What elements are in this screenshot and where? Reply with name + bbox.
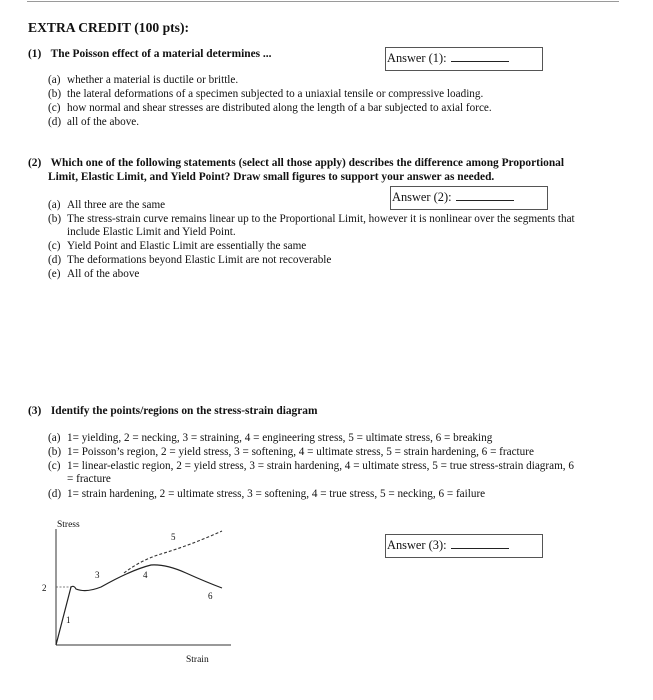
stress-strain-diagram — [36, 515, 236, 665]
option-text: the lateral deformations of a specimen subjected to a uniaxial tensile or compressive loading. — [67, 88, 484, 100]
option-text: All of the above — [67, 268, 140, 280]
option-label: (d) — [48, 116, 62, 128]
question-2-heading — [28, 157, 564, 169]
option-label: (d) — [48, 488, 62, 500]
point-label-4: 4 — [143, 570, 148, 580]
engineering-stress-curve — [56, 565, 222, 645]
option-text: 1= strain hardening, 2 = ultimate stress, 3 = softening, 4 = true stress, 5 = necking, 6 = failure — [67, 488, 486, 500]
y-axis-label: Stress — [57, 520, 80, 530]
option-2b-continued: include Elastic Limit and Yield Point. — [67, 226, 236, 238]
option-3a — [48, 432, 492, 444]
option-2e — [48, 268, 139, 280]
option-3c-continued: = fracture — [67, 473, 111, 485]
option-label: (e) — [48, 268, 61, 280]
answer-3-box[interactable] — [385, 534, 543, 558]
option-3d — [48, 488, 485, 500]
point-label-6: 6 — [208, 591, 213, 601]
point-label-2: 2 — [42, 583, 47, 593]
option-text: 1= Poisson’s region, 2 = yield stress, 3 = softening, 4 = ultimate stress, 5 = strain hardening, 6 = fracture — [67, 446, 534, 458]
question-text: Identify the points/regions on the stress-strain diagram — [50, 405, 318, 417]
option-text: 1= linear-elastic region, 2 = yield stress, 3 = strain hardening, 4 = ultimate stress, 5 = true stress-strain diagram, 6 — [67, 460, 574, 472]
option-label: (a) — [48, 74, 61, 86]
answer-label: Answer (3): — [387, 538, 447, 552]
question-3-heading — [28, 405, 318, 417]
question-1-heading — [28, 48, 271, 60]
option-3b — [48, 446, 534, 458]
option-2a — [48, 199, 165, 211]
option-label: (c) — [48, 102, 61, 114]
option-text: 1= yielding, 2 = necking, 3 = straining, 4 = engineering stress, 5 = ultimate stress, 6 = breaking — [67, 432, 493, 444]
option-text: Yield Point and Elastic Limit are essentially the same — [67, 240, 307, 252]
answer-blank[interactable] — [451, 52, 509, 62]
option-label: (c) — [48, 240, 61, 252]
question-number: (3) — [28, 405, 42, 417]
option-1b — [48, 88, 483, 100]
option-2d — [48, 254, 331, 266]
point-label-1: 1 — [66, 615, 71, 625]
option-text: All three are the same — [67, 199, 166, 211]
option-text: all of the above. — [67, 116, 140, 128]
question-text: The Poisson effect of a material determines ... — [50, 48, 272, 60]
answer-2-box[interactable] — [390, 186, 548, 210]
option-2c — [48, 240, 306, 252]
top-divider — [27, 1, 619, 2]
answer-blank[interactable] — [451, 539, 509, 549]
x-axis-label: Strain — [186, 655, 209, 665]
option-label: (b) — [48, 213, 62, 225]
option-label: (d) — [48, 254, 62, 266]
question-2-heading-line2: Limit, Elastic Limit, and Yield Point? Draw small figures to support your answer as needed. — [48, 171, 495, 183]
option-label: (b) — [48, 446, 62, 458]
option-label: (a) — [48, 199, 61, 211]
option-1c — [48, 102, 492, 114]
question-text-line1: Which one of the following statements (select all those apply) describes the difference among Proportional — [50, 157, 565, 169]
option-text: The stress-strain curve remains linear up to the Proportional Limit, however it is nonlinear over the segments that — [67, 213, 575, 225]
option-1a — [48, 74, 238, 86]
answer-label: Answer (1): — [387, 51, 447, 65]
option-text: how normal and shear stresses are distributed along the length of a bar subjected to axial force. — [67, 102, 492, 114]
option-label: (a) — [48, 432, 61, 444]
answer-1-box[interactable] — [385, 47, 543, 71]
question-number: (1) — [28, 48, 42, 60]
point-label-5: 5 — [171, 532, 176, 542]
option-label: (b) — [48, 88, 62, 100]
option-2b — [48, 213, 575, 225]
option-3c — [48, 460, 574, 472]
option-text: whether a material is ductile or brittle. — [67, 74, 239, 86]
answer-label: Answer (2): — [392, 190, 452, 204]
option-text: The deformations beyond Elastic Limit are not recoverable — [67, 254, 332, 266]
answer-blank[interactable] — [456, 191, 514, 201]
point-label-3: 3 — [95, 570, 100, 580]
option-1d — [48, 116, 139, 128]
option-label: (c) — [48, 460, 61, 472]
page-title: EXTRA CREDIT (100 pts): — [28, 20, 190, 35]
question-number: (2) — [28, 157, 42, 169]
